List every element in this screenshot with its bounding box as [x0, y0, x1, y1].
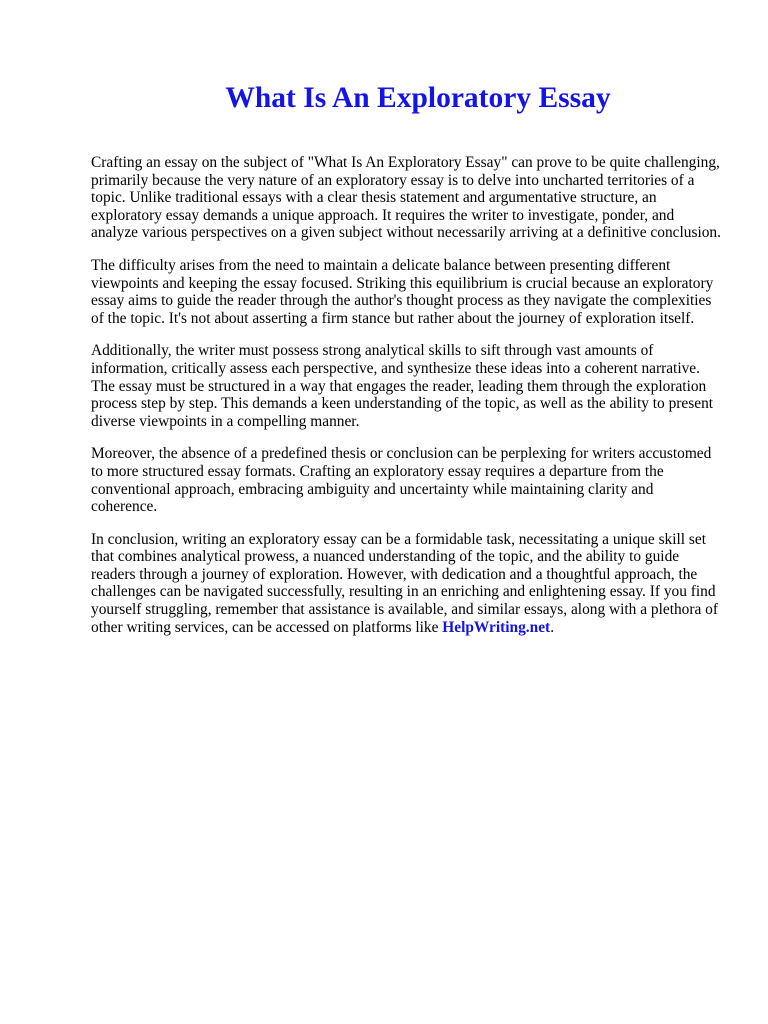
paragraph-absence-of-thesis: Moreover, the absence of a predefined thesis or conclusion can be perplexing for writers accustomed to more structured essay formats. Crafting an exploratory essay requires a departure from the conventional approach, embracing ambiguity and uncertainty while maintaining clarity and coherence. [91, 445, 712, 516]
conclusion-trailing-period: . [550, 618, 555, 636]
paragraph-analytical-skills: Additionally, the writer must possess strong analytical skills to sift through vast amounts of information, critically assess each perspective, and synthesize these ideas into a coherent narrative. The essay must be structured in a way that engages the reader, leading them through the exploration process step by step. This demands a keen understanding of the topic, as well as the ability to present diverse viewpoints in a compelling manner. [91, 342, 714, 430]
paragraph-difficulty: The difficulty arises from the need to maintain a delicate balance between presenting different viewpoints and keeping the essay focused. Striking this equilibrium is crucial because an exploratory essay aims to guide the reader through the author's thought process as they navigate the complexities of the topic. It's not about asserting a firm stance but rather about the journey of exploration itself. [91, 256, 714, 327]
document-title: What Is An Exploratory Essay [225, 82, 611, 114]
paragraph-conclusion [91, 531, 721, 637]
conclusion-text: In conclusion, writing an exploratory essay can be a formidable task, necessitating a unique skill set that combines analytical prowess, a nuanced understanding of the topic, and the ability to guide readers through a journey of exploration. However, with dedication and a thoughtful approach, the challenges can be navigated successfully, resulting in an enriching and enlightening essay. If you find yourself struggling, remember that assistance is available, and similar essays, along with a plethora of other writing services, can be accessed on platforms like [91, 530, 718, 636]
helpwriting-link[interactable]: HelpWriting.net [442, 618, 551, 636]
paragraph-intro: Crafting an essay on the subject of "What Is An Exploratory Essay" can prove to be quite challenging, primarily because the very nature of an exploratory essay is to delve into uncharted territories of a topic. Unlike traditional essays with a clear thesis statement and argumentative structure, an exploratory essay demands a unique approach. It requires the writer to investigate, ponder, and analyze various perspectives on a given subject without necessarily arriving at a definitive conclusion. [91, 154, 721, 242]
